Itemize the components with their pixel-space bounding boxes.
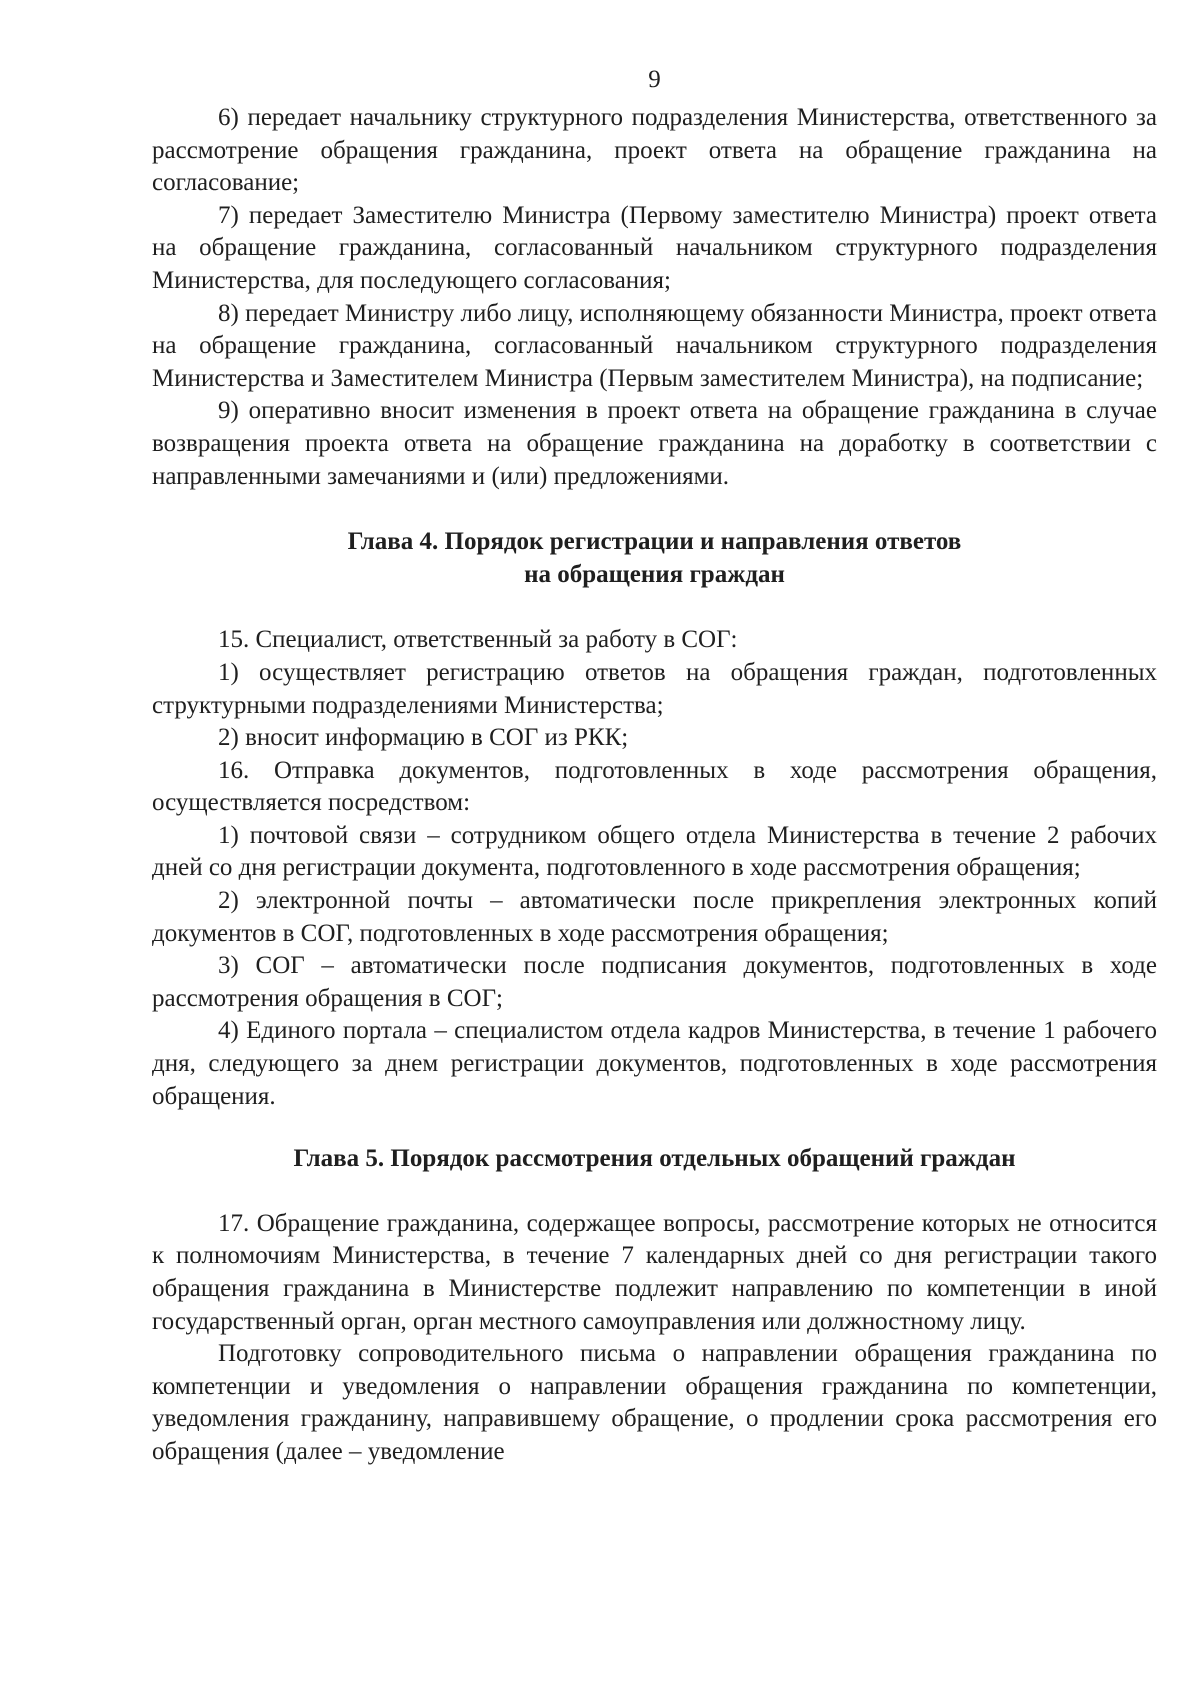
chapter-5-heading: [152, 1143, 1157, 1176]
list-item: 1) осуществляет регистрацию ответов на обращения граждан, подготовленных структурными подразделениями Министерства;: [152, 658, 1157, 719]
paragraph: 15. Специалист, ответственный за работу в СОГ:: [218, 626, 738, 654]
list-item: 3) СОГ – автоматически после подписания документов, подготовленных в ходе рассмотрения обращения в СОГ;: [152, 952, 1157, 1012]
chapter-4-title-line-1: Глава 4. Порядок регистрации и направления ответов: [347, 528, 962, 556]
chapter-4-body: [152, 624, 1157, 1113]
chapter-4-title-line-2: на обращения граждан: [524, 560, 785, 588]
list-item: 8) передает Министру либо лицу, исполняющему обязанности Министра, проект ответа на обращение гражданина, согласованный начальником структурного подразделения Министерства и Заместителем Министра (Первым заместителем Министра), на подписание;: [152, 299, 1157, 392]
paragraph: Подготовку сопроводительного письма о направлении обращения гражданина по компетенции и уведомления о направлении обращения гражданина по компетенции, уведомления гражданину, направившему обращение, о продлении срока рассмотрения его обращения (далее – уведомление: [152, 1340, 1157, 1465]
paragraph: 16. Отправка документов, подготовленных в ходе рассмотрения обращения, осуществляется посредством:: [152, 756, 1157, 817]
paragraph: 17. Обращение гражданина, содержащее вопросы, рассмотрение которых не относится к полномочиям Министерства, в течение 7 календарных дней со дня регистрации такого обращения гражданина в Министерстве подлежит направлению по компетенции в иной государственный орган, орган местного самоуправления или должностному лицу.: [152, 1209, 1157, 1335]
list-item: 2) электронной почты – автоматически после прикрепления электронных копий документов в СОГ, подготовленных в ходе рассмотрения обращения;: [152, 887, 1157, 947]
list-item: 7) передает Заместителю Министра (Первому заместителю Министра) проект ответа на обращение гражданина, согласованный начальником структурного подразделения Министерства, для последующего согласования;: [152, 201, 1157, 294]
list-item: 9) оперативно вносит изменения в проект ответа на обращение гражданина в случае возвращения проекта ответа на обращение гражданина на доработку в соответствии с направленными замечаниями и (или) предложениями.: [152, 397, 1157, 490]
list-item: 1) почтовой связи – сотрудником общего отдела Министерства в течение 2 рабочих дней со дня регистрации документа, подготовленного в ходе рассмотрения обращения;: [152, 821, 1157, 882]
chapter-4-heading: [152, 526, 1157, 591]
list-item: 4) Единого портала – специалистом отдела кадров Министерства, в течение 1 рабочего дня, следующего за днем регистрации документов, подготовленных в ходе рассмотрения обращения.: [152, 1017, 1157, 1110]
chapter-5-title: Глава 5. Порядок рассмотрения отдельных обращений граждан: [293, 1145, 1016, 1173]
section-3-list: [152, 102, 1157, 493]
list-item: 6) передает начальнику структурного подразделения Министерства, ответственного за рассмотрение обращения гражданина, проект ответа на обращение гражданина на согласование;: [152, 104, 1157, 197]
page-number: 9: [648, 66, 661, 93]
chapter-5-body: [152, 1208, 1157, 1469]
list-item: 2) вносит информацию в СОГ из РКК;: [218, 724, 629, 752]
